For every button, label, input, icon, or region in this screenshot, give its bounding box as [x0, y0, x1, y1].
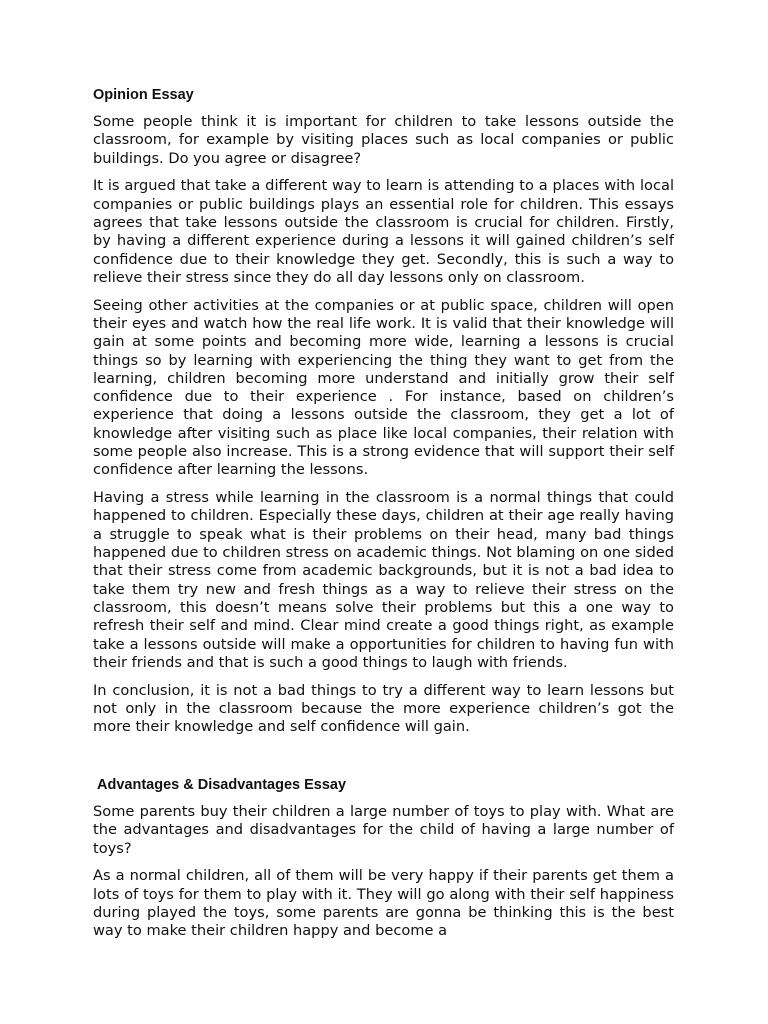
opinion-paragraph-prompt: Some people think it is important for children to take lessons outside the classroom, for example by visiting places such as local companies or public buildings. Do you agree or disagree?: [93, 113, 674, 167]
opinion-essay-heading: Opinion Essay: [93, 87, 194, 103]
advantages-paragraph-prompt: Some parents buy their children a large number of toys to play with. What are the advantages and disadvantages for the child of having a large number of toys?: [93, 803, 674, 857]
section-spacer: [93, 746, 674, 776]
document-page: [93, 86, 674, 950]
opinion-paragraph-intro: It is argued that take a different way to learn is attending to a places with local companies or public buildings plays an essential role for children. This essays agrees that take lessons outside the classroom is crucial for children. Firstly, by having a different experience during a lessons it will gained children’s self confidence due to their knowledge they get. Secondly, this is such a way to relieve their stress since they do all day lessons only on classroom.: [93, 177, 674, 286]
opinion-paragraph-body-1: Seeing other activities at the companies or at public space, children will open their eyes and watch how the real life work. It is valid that their knowledge will gain at some points and becoming more wide, learning a lessons is crucial things so by learning with experiencing the thing they want to get from the learning, children becoming more understand and initially grow their self confidence due to their experience . For instance, based on children’s experience that doing a lessons outside the classroom, they get a lot of knowledge after visiting such as place like local companies, their relation with some people also increase. This is a strong evidence that will support their self confidence after learning the lessons.: [93, 296, 674, 479]
advantages-essay-heading: Advantages & Disadvantages Essay: [97, 777, 347, 793]
advantages-paragraph-intro: As a normal children, all of them will be very happy if their parents get them a lots of toys for them to play with it. They will go along with their self happiness during played the toys, some parents are gonna be thinking this is the best way to make their children happy and become a: [93, 867, 674, 940]
opinion-paragraph-conclusion: In conclusion, it is not a bad things to try a different way to learn lessons but not only in the classroom because the more experience children’s got the more their knowledge and self confidence will gain.: [93, 681, 674, 736]
opinion-paragraph-body-2: Having a stress while learning in the classroom is a normal things that could happened to children. Especially these days, children at their age really having a struggle to speak what is their problems on their head, many bad things happened due to children stress on academic things. Not blaming on one sided that their stress come from academic backgrounds, but it is not a bad idea to take them try new and fresh things as a way to relieve their stress on the classroom, this doesn’t means solve their problems but this a one way to refresh their self and mind. Clear mind create a good things right, as example take a lessons outside will make a opportunities for children to having fun with their friends and that is such a good things to laugh with friends.: [93, 489, 674, 671]
